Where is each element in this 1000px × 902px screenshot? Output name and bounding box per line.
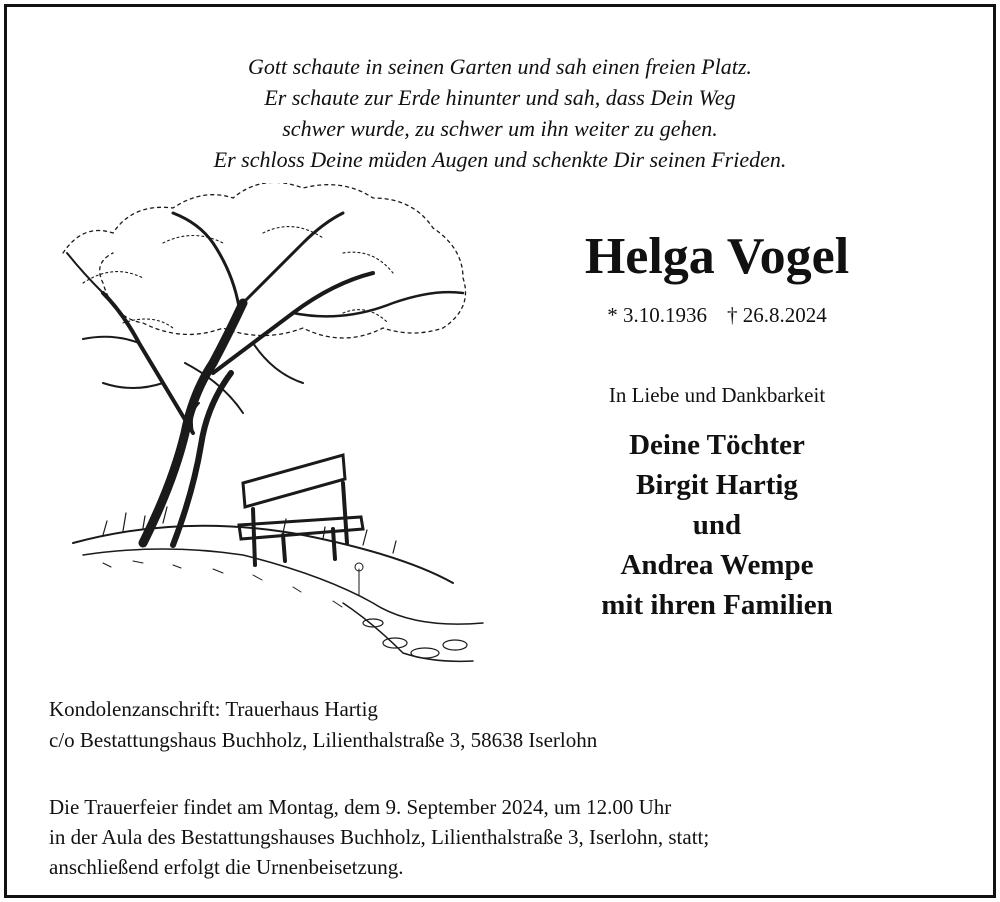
- ceremony-info: [49, 792, 709, 882]
- dedication: In Liebe und Dankbarkeit: [608, 383, 826, 407]
- mourner-line: und: [692, 509, 742, 541]
- address-line: c/o Bestattungshaus Buchholz, Lilienthalstraße 3, 58638 Iserlohn: [49, 728, 598, 752]
- ceremony-line: anschließend erfolgt die Urnenbeisetzung.: [49, 855, 404, 879]
- poem-line: schwer wurde, zu schwer um ihn weiter zu gehen.: [282, 116, 718, 141]
- poem-line: Er schaute zur Erde hinunter und sah, dass Dein Weg: [264, 85, 736, 110]
- obituary-card: [4, 4, 996, 898]
- mourner-line: mit ihren Familien: [601, 589, 833, 621]
- birth-date: * 3.10.1936: [607, 303, 707, 327]
- death-date: † 26.8.2024: [727, 303, 827, 327]
- mourner-line: Andrea Wempe: [620, 549, 814, 581]
- poem: [7, 51, 993, 175]
- mourner-line: Birgit Hartig: [636, 469, 798, 501]
- ceremony-line: in der Aula des Bestattungshauses Buchholz, Lilienthalstraße 3, Iserlohn, statt;: [49, 825, 710, 849]
- tree-with-bench-icon: [43, 183, 493, 673]
- poem-line: Er schloss Deine müden Augen und schenkte Dir seinen Frieden.: [213, 147, 787, 172]
- ceremony-line: Die Trauerfeier findet am Montag, dem 9. September 2024, um 12.00 Uhr: [49, 795, 672, 819]
- poem-line: Gott schaute in seinen Garten und sah einen freien Platz.: [248, 54, 752, 79]
- condolence-address: [49, 694, 597, 756]
- deceased-name: Helga Vogel: [584, 228, 850, 285]
- mourners: [507, 425, 927, 625]
- life-dates: [507, 301, 927, 329]
- address-line: Kondolenzanschrift: Trauerhaus Hartig: [49, 697, 378, 721]
- mourner-line: Deine Töchter: [629, 429, 805, 461]
